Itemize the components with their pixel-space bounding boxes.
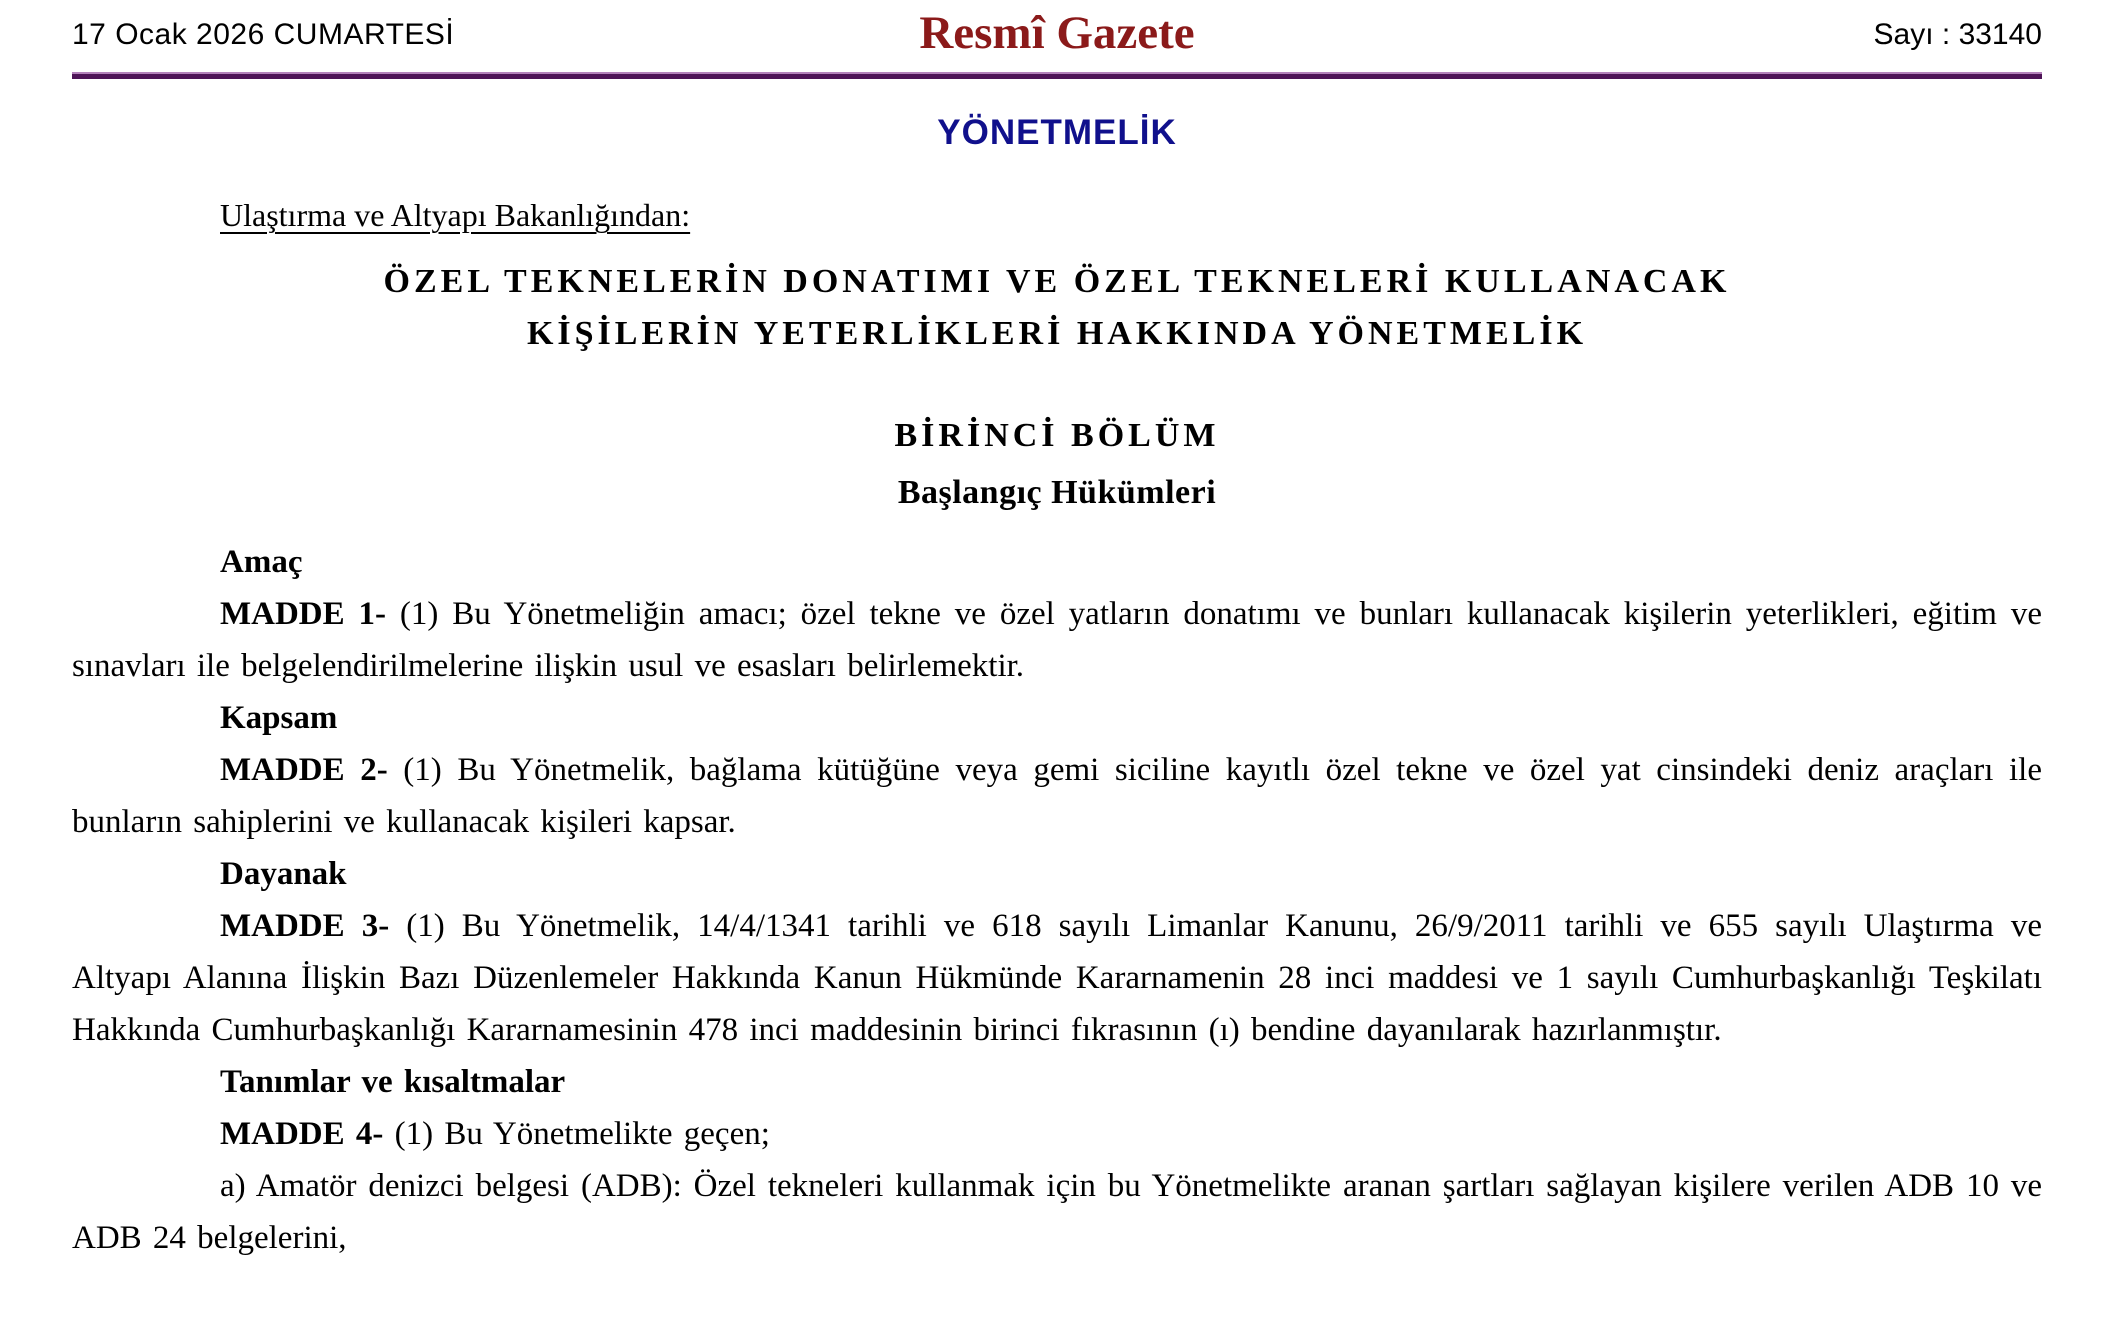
article-madde-4-text: (1) Bu Yönetmelikte geçen; [394,1116,770,1152]
article-madde-3-label: MADDE 3- [220,908,390,944]
category-heading: YÖNETMELİK [937,113,1177,152]
section-subtitle: Başlangıç Hükümleri [897,474,1217,511]
subheading-tanimlar: Tanımlar ve kısaltmalar [220,1064,566,1100]
subheading-dayanak: Dayanak [220,856,347,892]
section-heading [0,408,2114,522]
article-madde-2-text: (1) Bu Yönetmelik, bağlama kütüğüne veya gemi siciline kayıtlı özel tekne ve özel yat cinsindeki deniz araçları ile bunların sahiplerini ve kullanacak kişileri kapsar. [72,752,2042,840]
section-number: BİRİNCİ BÖLÜM [894,417,1220,454]
document-body [72,536,2042,1264]
clause-a: a) Amatör denizci belgesi (ADB): Özel tekneleri kullanmak için bu Yönetmelikte aranan şartları sağlayan kişilere verilen ADB 10 ve ADB 24 belgelerini, [72,1168,2042,1256]
regulation-title [0,256,2114,360]
gazette-date: 17 Ocak 2026 CUMARTESİ [72,18,455,51]
article-madde-4-label: MADDE 4- [220,1116,384,1152]
article-madde-1 [72,588,2042,692]
article-madde-4 [72,1108,2042,1160]
header-divider-rule [72,72,2042,79]
article-madde-2-label: MADDE 2- [220,752,388,788]
regulation-title-line2: KİŞİLERİN YETERLİKLERİ HAKKINDA YÖNETMELİK [526,315,1588,352]
subheading-kapsam: Kapsam [220,700,338,736]
article-madde-3-text: (1) Bu Yönetmelik, 14/4/1341 tarihli ve 618 sayılı Limanlar Kanunu, 26/9/2011 tarihli ve 655 sayılı Ulaştırma ve Altyapı Alanına İlişkin Bazı Düzenlemeler Hakkında Kanun Hükmünde Kararnamenin 28 inci maddesi ve 1 sayılı Cumhurbaşkanlığı Teşkilatı Hakkında Cumhurbaşkanlığı Kararnamesinin 478 inci maddesinin birinci fıkrasının (ı) bendine dayanılarak hazırlanmıştır. [72,908,2042,1048]
gazette-masthead: Resmî Gazete [919,7,1195,59]
gazette-issue-number: Sayı : 33140 [1873,18,2042,51]
ministry-line [72,197,2042,234]
article-madde-1-label: MADDE 1- [220,596,387,632]
article-madde-1-text: (1) Bu Yönetmeliğin amacı; özel tekne ve özel yatların donatımı ve bunları kullanacak kişilerin yeterlikleri, eğitim ve sınavları ile belgelendirilmelerine ilişkin usul ve esasları belirlemektir. [72,596,2043,684]
article-madde-2 [72,744,2042,848]
masthead-row [72,0,2042,72]
regulation-title-line1: ÖZEL TEKNELERİN DONATIMI VE ÖZEL TEKNELERİ KULLANACAK [383,263,1731,300]
ministry-line-text: Ulaştırma ve Altyapı Bakanlığından: [220,197,691,233]
subheading-amac: Amaç [220,544,303,580]
article-madde-3 [72,900,2042,1056]
